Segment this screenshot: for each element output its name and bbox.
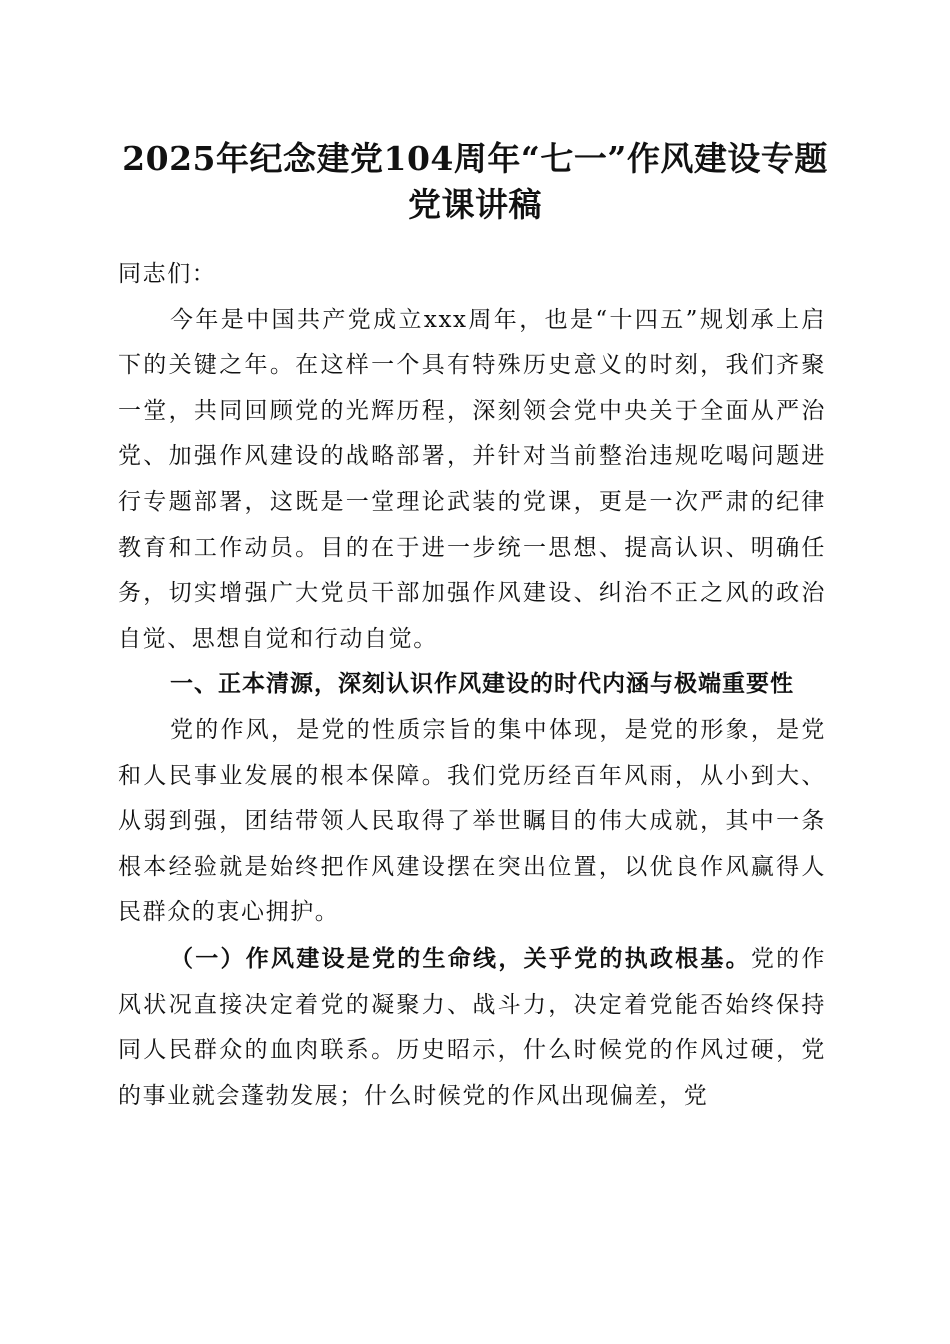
section-1-paragraph: 党的作风，是党的性质宗旨的集中体现，是党的形象，是党和人民事业发展的根本保障。我们党历经百年风雨，从小到大、从弱到强，团结带领人民取得了举世瞩目的伟大成就，其中一条根本经验就是始终把作风建设摆在突出位置，以优良作风赢得人民群众的衷心拥护。 — [118, 716, 826, 926]
document-title: 2025年纪念建党104周年“七一”作风建设专题党课讲稿 — [122, 139, 828, 224]
intro-paragraph: 今年是中国共产党成立xxx周年，也是“十四五”规划承上启下的关键之年。在这样一个具有特殊历史意义的时刻，我们齐聚一堂，共同回顾党的光辉历程，深刻领会党中央关于全面从严治党、加强作风建设的战略部署，并针对当前整治违规吃喝问题进行专题部署，这既是一堂理论武装的党课，更是一次严肃的纪律教育和工作动员。目的在于进一步统一思想、提高认识、明确任务，切实增强广大党员干部加强作风建设、纠治不正之风的政治自觉、思想自觉和行动自觉。 — [118, 306, 826, 652]
subsection-1-paragraph — [118, 936, 826, 1119]
subsection-heading-1: （一）作风建设是党的生命线，关乎党的执政根基。 — [170, 944, 751, 972]
document-body — [118, 252, 826, 1119]
section-heading-1: 一、正本清源，深刻认识作风建设的时代内涵与极端重要性 — [170, 671, 794, 698]
salutation: 同志们： — [118, 261, 217, 287]
subsection-1-body: 党的作风状况直接决定着党的凝聚力、战斗力，决定着党能否始终保持同人民群众的血肉联系。历史昭示，什么时候党的作风过硬，党的事业就会蓬勃发展；什么时候党的作风出现偏差，党 — [118, 945, 826, 1109]
